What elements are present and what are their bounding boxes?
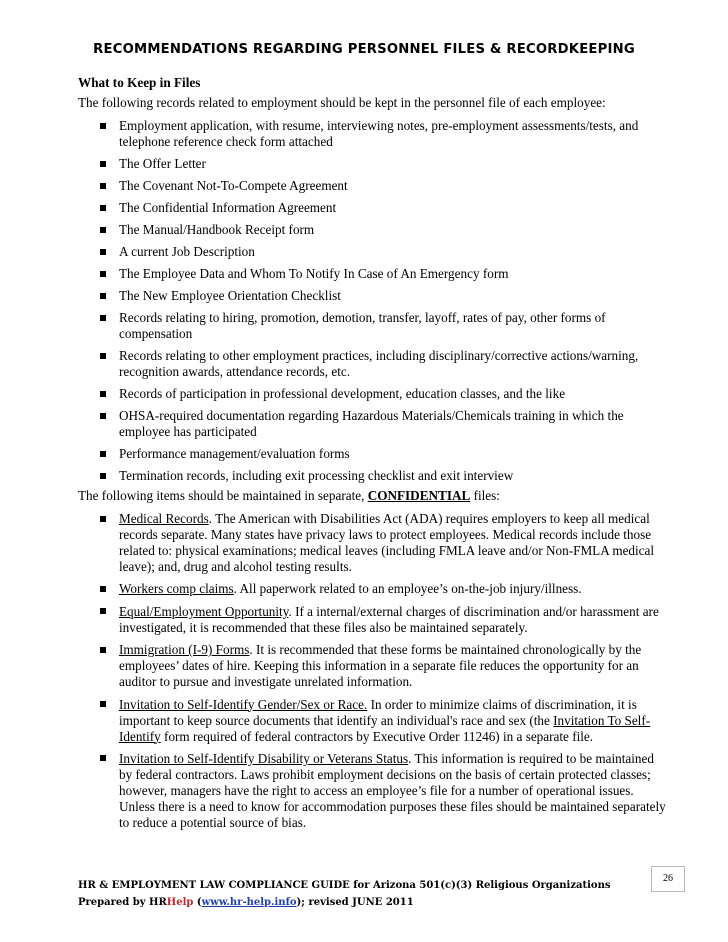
list-item: Workers comp claims. All paperwork related to an employee’s on-the-job injury/illness. bbox=[78, 581, 668, 597]
bullet-icon bbox=[100, 205, 106, 211]
list-item: The Offer Letter bbox=[78, 156, 668, 172]
list-item: Records relating to other employment practices, including disciplinary/corrective actions/warning, recognition awards, attendance records, etc. bbox=[78, 348, 668, 380]
bullet-icon bbox=[100, 315, 106, 321]
bullet-icon bbox=[100, 227, 106, 233]
confidential-files-list bbox=[78, 511, 668, 837]
list-item: Equal/Employment Opportunity. If a internal/external charges of discrimination and/or harassment are investigated, it is recommended that these files also be maintained separately. bbox=[78, 604, 668, 636]
footer-prepared-by: Prepared by HRHelp (www.hr-help.info); revised JUNE 2011 bbox=[78, 897, 414, 908]
page-title: RECOMMENDATIONS REGARDING PERSONNEL FILES & RECORDKEEPING bbox=[93, 42, 635, 57]
list-item: Medical Records. The American with Disabilities Act (ADA) requires employers to keep all medical records separate. Many states have privacy laws to protect employees. Medical records include those related to: physical examinations; medical leaves (including FMLA leave and/or Non-FMLA medical leave); and, drug and alcohol testing results. bbox=[78, 511, 668, 575]
intro-confidential-files: The following items should be maintained in separate, CONFIDENTIAL files: bbox=[78, 488, 500, 503]
list-item: The Employee Data and Whom To Notify In Case of An Emergency form bbox=[78, 266, 668, 282]
item-title: Immigration (I-9) Forms bbox=[119, 642, 250, 658]
item-title: Medical Records bbox=[119, 511, 209, 526]
intro-personnel-file: The following records related to employment should be kept in the personnel file of each employee: bbox=[78, 95, 606, 110]
bullet-icon bbox=[100, 271, 106, 277]
list-item: Invitation to Self-Identify Disability or Veterans Status. This information is required to be maintained by federal contractors. Laws prohibit employment decisions on the basis of certain protected classes; however, managers have the right to access an employee’s file for a number of operational issues. Unless there is a need to know for accommodation purposes these files should be maintained separately to reduce a potential source of bias. bbox=[78, 751, 668, 831]
personnel-file-list bbox=[78, 118, 668, 490]
section-heading: What to Keep in Files bbox=[78, 75, 201, 90]
bullet-icon bbox=[100, 249, 106, 255]
invitation-form-reference: Invitation To Self-Identify bbox=[119, 712, 651, 744]
list-item: Performance management/evaluation forms bbox=[78, 446, 668, 462]
bullet-icon bbox=[100, 293, 106, 299]
bullet-icon bbox=[100, 123, 106, 129]
list-item: A current Job Description bbox=[78, 244, 668, 260]
list-item: OHSA-required documentation regarding Hazardous Materials/Chemicals training in which the employee has participated bbox=[78, 408, 668, 440]
brand-help: Help bbox=[166, 897, 194, 908]
item-title: Invitation to Self-Identify Gender/Sex or Race. bbox=[119, 696, 368, 712]
bullet-icon bbox=[100, 647, 106, 653]
list-item: Invitation to Self-Identify Gender/Sex or Race. In order to minimize claims of discrimination, it is important to keep source documents that identify an individual's race and sex (the Invitation To Self-Identify form required of federal contractors by Executive Order 11246) in a separate file. bbox=[78, 697, 668, 745]
bullet-icon bbox=[100, 161, 106, 167]
list-item: The Confidential Information Agreement bbox=[78, 200, 668, 216]
bullet-icon bbox=[100, 608, 106, 614]
bullet-icon bbox=[100, 516, 106, 522]
bullet-icon bbox=[100, 701, 106, 707]
bullet-icon bbox=[100, 391, 106, 397]
bullet-icon bbox=[100, 413, 106, 419]
list-item: The New Employee Orientation Checklist bbox=[78, 288, 668, 304]
bullet-icon bbox=[100, 586, 106, 592]
bullet-icon bbox=[100, 183, 106, 189]
list-item: The Manual/Handbook Receipt form bbox=[78, 222, 668, 238]
website-link[interactable]: www.hr-help.info bbox=[201, 897, 297, 908]
page-number: 26 bbox=[651, 866, 685, 892]
bullet-icon bbox=[100, 451, 106, 457]
list-item: Records of participation in professional development, education classes, and the like bbox=[78, 386, 668, 402]
item-title: Invitation to Self-Identify Disability or Veterans Status bbox=[119, 750, 409, 766]
bullet-icon bbox=[100, 755, 106, 761]
bullet-icon bbox=[100, 473, 106, 479]
item-title: Workers comp claims bbox=[119, 581, 234, 597]
footer-guide-title: HR & EMPLOYMENT LAW COMPLIANCE GUIDE for Arizona 501(c)(3) Religious Organizations bbox=[78, 880, 611, 891]
item-title: Equal/Employment Opportunity bbox=[119, 603, 289, 619]
confidential-emphasis: CONFIDENTIAL bbox=[367, 488, 471, 503]
list-item: The Covenant Not-To-Compete Agreement bbox=[78, 178, 668, 194]
list-item: Employment application, with resume, interviewing notes, pre-employment assessments/tests, and telephone reference check form attached bbox=[78, 118, 668, 150]
list-item: Immigration (I-9) Forms. It is recommended that these forms be maintained chronologically by the employees’ dates of hire. Keeping this information in a separate file reduces the opportunity for an auditor to pursue and investigate unrelated information. bbox=[78, 642, 668, 690]
bullet-icon bbox=[100, 353, 106, 359]
list-item: Records relating to hiring, promotion, demotion, transfer, layoff, rates of pay, other forms of compensation bbox=[78, 310, 668, 342]
list-item: Termination records, including exit processing checklist and exit interview bbox=[78, 468, 668, 484]
